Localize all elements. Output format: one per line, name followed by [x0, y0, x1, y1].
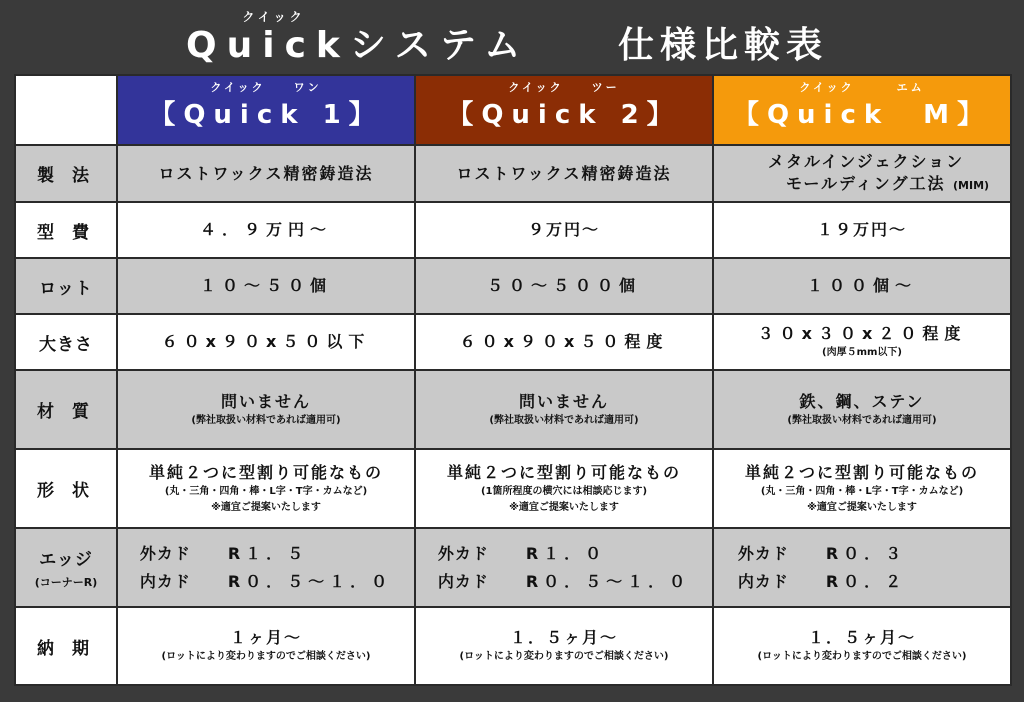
product-name: 【Quick 2】: [447, 100, 681, 130]
cell-note: ※適宜ご提案いたします: [211, 501, 321, 513]
row-label: 製 法: [15, 145, 117, 202]
row-edge: [15, 528, 1011, 607]
cell-note: (丸・三角・四角・棒・L字・T字・カムなど): [760, 485, 964, 497]
spec-comparison-table: [14, 74, 1012, 686]
cell-q1: [117, 607, 415, 685]
row-label: 大きさ: [15, 314, 117, 370]
inner-corner-label: 内カド: [139, 571, 191, 591]
inner-corner-value: R０．２: [825, 571, 907, 591]
cell-note: (ロットにより変わりますのでご相談ください): [757, 651, 967, 662]
inner-corner-label: 内カド: [437, 571, 489, 591]
cell-q1: [117, 370, 415, 449]
cell-qm: [713, 370, 1011, 449]
cell-qm: [713, 202, 1011, 258]
product-header-quickm: [713, 75, 1011, 145]
row-delivery: [15, 607, 1011, 685]
edge-values: [438, 540, 690, 596]
cell-value: ９万円～: [527, 220, 600, 239]
row-method: [15, 145, 1011, 202]
cell-value: １．５ヶ月～: [807, 628, 916, 647]
header-row: [15, 75, 1011, 145]
product-ruby: クイック ツー: [508, 81, 620, 94]
cell-value: 鉄、鋼、ステン: [799, 391, 925, 411]
cell-note: (MIM): [953, 178, 990, 192]
product-header-quick2: [415, 75, 713, 145]
cell-q1: [117, 202, 415, 258]
edge-values: [738, 540, 906, 596]
cell-note: (肉厚５mm以下): [822, 347, 902, 358]
cell-note: (弊社取扱い材料であれば適用可): [787, 414, 937, 426]
outer-corner-label: 外カド: [437, 543, 489, 563]
outer-corner-label: 外カド: [139, 543, 191, 563]
cell-value-line2: モールディング工法: [786, 173, 946, 193]
cell-note: (弊社取扱い材料であれば適用可): [191, 414, 341, 426]
cell-qm: [713, 528, 1011, 607]
cell-qm: [713, 145, 1011, 202]
cell-note: (弊社取扱い材料であれば適用可): [489, 414, 639, 426]
cell-qm: [713, 258, 1011, 314]
cell-value: 問いません: [220, 391, 311, 411]
inner-corner-label: 内カド: [737, 571, 789, 591]
row-size: [15, 314, 1011, 370]
cell-value: １．５ヶ月～: [509, 628, 618, 647]
cell-note: (丸・三角・四角・棒・L字・T字・カムなど): [164, 485, 368, 497]
header-corner: [15, 75, 117, 145]
row-shape: [15, 449, 1011, 528]
cell-value: １０～５０個: [199, 276, 332, 295]
cell-q2: [415, 145, 713, 202]
cell-note: ※適宜ご提案いたします: [509, 501, 619, 513]
product-name: 【Quick M】: [732, 100, 992, 130]
row-label: [15, 528, 117, 607]
cell-value: ６０x９０x５０以下: [161, 332, 371, 351]
cell-q2: [415, 314, 713, 370]
row-mold-cost: [15, 202, 1011, 258]
cell-q2: [415, 202, 713, 258]
cell-q2: [415, 528, 713, 607]
product-ruby: クイック エム: [799, 81, 925, 94]
row-lot: [15, 258, 1011, 314]
cell-note: (1箇所程度の横穴には相談応じます): [480, 485, 648, 497]
cell-q1: [117, 528, 415, 607]
outer-corner-value: R１．５: [227, 543, 309, 563]
cell-note: ※適宜ご提案いたします: [807, 501, 917, 513]
cell-qm: [713, 449, 1011, 528]
cell-note: (ロットにより変わりますのでご相談ください): [161, 651, 371, 662]
cell-value: ４．９万円～: [199, 220, 332, 239]
row-label: 材 質: [15, 370, 117, 449]
cell-note: (ロットにより変わりますのでご相談ください): [459, 651, 669, 662]
cell-value: １００個～: [806, 276, 917, 295]
cell-value: 問いません: [518, 391, 609, 411]
page-header: [0, 0, 1024, 74]
cell-value: ５０～５００個: [486, 276, 641, 295]
product-name: 【Quick 1】: [149, 100, 383, 130]
title-ruby: クイック: [242, 10, 306, 24]
row-label: 納 期: [15, 607, 117, 685]
row-material: [15, 370, 1011, 449]
cell-q2: [415, 607, 713, 685]
cell-q1: [117, 314, 415, 370]
edge-values: [140, 540, 392, 596]
product-ruby: クイック ワン: [210, 81, 322, 94]
cell-q1: [117, 449, 415, 528]
cell-qm: [713, 607, 1011, 685]
cell-value: 単純２つに型割り可能なもの: [744, 462, 979, 482]
cell-qm: [713, 314, 1011, 370]
row-label-sub: (コーナーR): [34, 576, 98, 589]
cell-value: 単純２つに型割り可能なもの: [446, 462, 681, 482]
cell-value: 単純２つに型割り可能なもの: [148, 462, 383, 482]
cell-value: １９万円～: [816, 220, 907, 239]
outer-corner-value: R１．０: [525, 543, 607, 563]
cell-value: メタルインジェクション: [768, 151, 965, 171]
row-label: 型 費: [15, 202, 117, 258]
cell-value: １ヶ月～: [229, 628, 302, 647]
row-label-main: エッジ: [39, 550, 93, 570]
page-subtitle: 仕様比較表: [618, 25, 829, 66]
cell-value: ６０x９０x５０程度: [459, 332, 669, 351]
cell-value: ３０x３０x２０程度: [757, 324, 967, 343]
product-header-quick1: [117, 75, 415, 145]
page-title: Quickシステム: [186, 25, 531, 66]
row-label: ロット: [15, 258, 117, 314]
cell-q1: [117, 258, 415, 314]
row-label: 形 状: [15, 449, 117, 528]
cell-value: ロストワックス精密鋳造法: [158, 163, 374, 183]
cell-q1: [117, 145, 415, 202]
cell-q2: [415, 258, 713, 314]
cell-q2: [415, 370, 713, 449]
outer-corner-label: 外カド: [737, 543, 789, 563]
cell-value: ロストワックス精密鋳造法: [456, 163, 672, 183]
cell-q2: [415, 449, 713, 528]
inner-corner-value: R０．５～１．０: [227, 571, 393, 591]
outer-corner-value: R０．３: [825, 543, 907, 563]
inner-corner-value: R０．５～１．０: [525, 571, 691, 591]
